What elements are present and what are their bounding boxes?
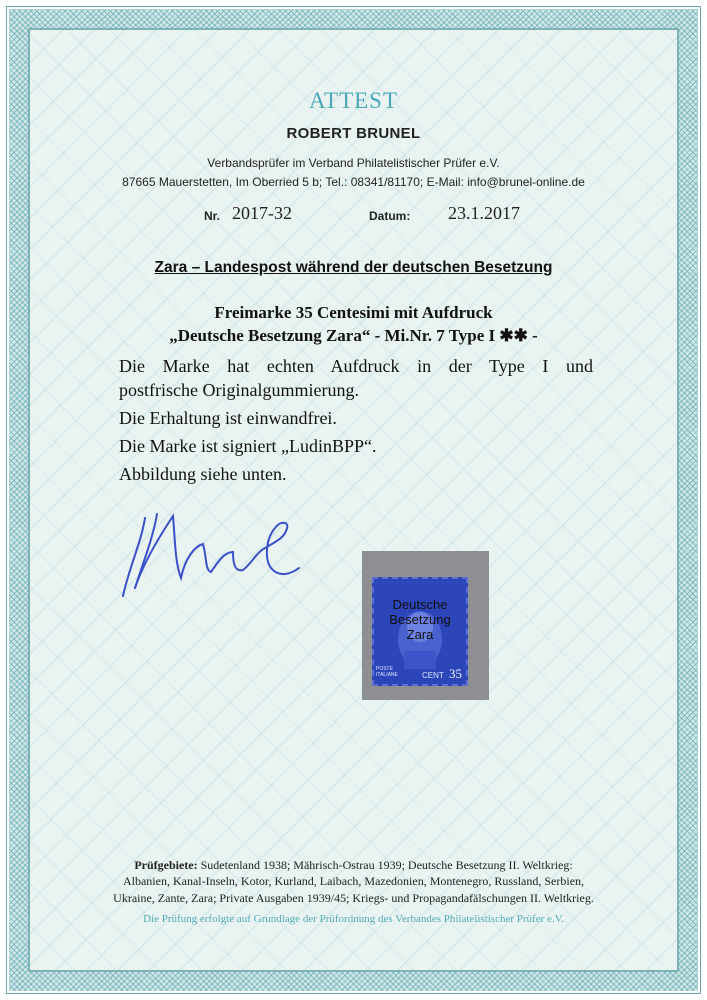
overprint-line3: Zara — [406, 627, 434, 642]
stamp-description-line1: Freimarke 35 Centesimi mit Aufdruck — [214, 303, 493, 322]
overprint-line1: Deutsche — [392, 597, 448, 612]
areas-label: Prüfgebiete: — [134, 858, 198, 872]
signature — [115, 508, 305, 603]
areas-text-1: Sudetenland 1938; Mährisch-Ostrau 1939; Deutsche Besetzung II. Weltkrieg: — [200, 858, 573, 872]
stamp-caption: POSTE ITALIANE — [376, 666, 398, 678]
stamp-cent: CENT — [422, 671, 444, 680]
subject-heading: Zara – Landespost während der deutschen Besetzung — [154, 259, 553, 276]
examiner-address: 87665 Mauerstetten, Im Oberried 5 b; Tel.: 08341/81170; E-Mail: info@brunel-online.de — [122, 175, 585, 189]
body-paragraph-4: Abbildung siehe unten. — [119, 464, 287, 484]
number-label: Nr. — [204, 209, 221, 223]
certificate-title: ATTEST — [308, 88, 399, 113]
stamp-image — [372, 577, 468, 686]
footer-areas-line3: Ukraine, Zante, Zara; Private Ausgaben 1939/45; Kriegs- und Propagandafälschungen II. Weltkrieg. — [113, 891, 594, 905]
footer-note: Die Prüfung erfolgte auf Grundlage der Prüfordnung des Verbandes Philatelistischer Prüfer e.V. — [143, 913, 564, 925]
body-paragraph-2: Die Erhaltung ist einwandfrei. — [119, 408, 337, 428]
date-value: 23.1.2017 — [448, 203, 520, 223]
date-label: Datum: — [369, 209, 411, 223]
number-value: 2017-32 — [232, 203, 292, 223]
examiner-affiliation: Verbandsprüfer im Verband Philatelistischer Prüfer e.V. — [207, 156, 500, 170]
body-paragraph-1b: postfrische Originalgummierung. — [119, 380, 359, 400]
footer-areas-line1 — [0, 857, 707, 874]
body-paragraph-1a: Die Marke hat echten Aufdruck in der Type I und — [119, 356, 593, 376]
examiner-name: ROBERT BRUNEL — [286, 125, 421, 142]
stamp-value: 35 — [449, 666, 462, 681]
stamp-description-line2: „Deutsche Besetzung Zara“ - Mi.Nr. 7 Type I ✱✱ - — [169, 326, 538, 345]
footer-areas-line2: Albanien, Kanal-Inseln, Kotor, Kurland, Laibach, Mazedonien, Montenegro, Russland, Serbien, — [122, 874, 585, 888]
body-paragraph-3: Die Marke ist signiert „LudinBPP“. — [119, 436, 377, 456]
overprint-line2: Besetzung — [389, 612, 451, 627]
